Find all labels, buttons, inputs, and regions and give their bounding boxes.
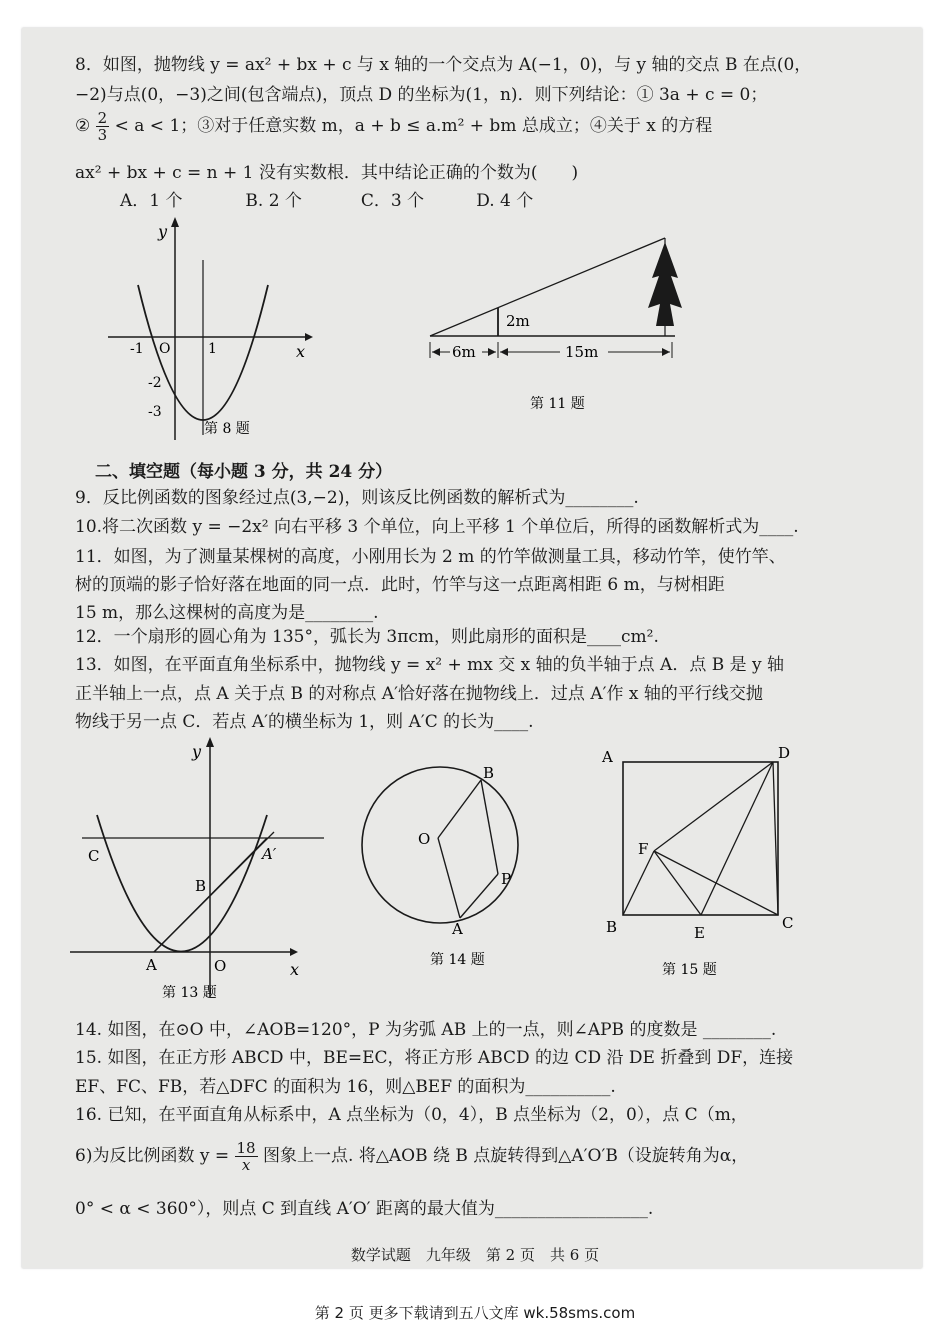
fig8-minus3: -3 [148,404,162,420]
q8-option-d: D. 4 个 [476,191,534,211]
q14: 14. 如图，在⊙O 中，∠AOB=120°，P 为劣弧 AB 上的一点，则∠APB 的度数是 ________. [75,1020,777,1040]
figure-8 [100,215,320,445]
q15-line1: 15. 如图，在正方形 ABCD 中，BE=EC，将正方形 ABCD 的边 CD 沿 DE 折叠到 DF，连接 [75,1048,794,1068]
page-footer: 数学试题 九年级 第 2 页 共 6 页 [350,1246,600,1264]
q13-line1: 13．如图，在平面直角坐标系中，抛物线 y = x² + mx 交 x 轴的负半轴于点 A．点 B 是 y 轴 [75,655,785,675]
fig15-caption: 第 15 题 [662,962,717,978]
q12: 12．一个扇形的圆心角为 135°，弧长为 3πcm，则此扇形的面积是____cm². [75,627,659,647]
fig15-point-c: C [782,914,794,932]
fig13-point-a-prime: A′ [262,845,277,863]
fig13-caption: 第 13 题 [162,985,217,1001]
q16-line2 [75,1140,748,1173]
fig11-distance-6m: 6m [452,343,476,361]
q16-line3: 0° < α < 360°），则点 C 到直线 A′O′ 距离的最大值为__________________. [75,1199,654,1219]
q8-circle-2: ② [75,116,91,136]
q8-fraction [96,110,110,143]
fig14-point-b: B [483,764,495,782]
q8-line1: 8．如图，抛物线 y = ax² + bx + c 与 x 轴的一个交点为 A(−1，0)，与 y 轴的交点 B 在点(0， [75,55,812,75]
fig11-pole-height: 2m [506,312,530,330]
fig13-origin: O [214,957,227,975]
fig14-point-a: A [452,920,463,938]
fig13-point-c: C [88,847,100,865]
q16-fraction [235,1140,258,1173]
q8-line3 [75,110,712,143]
q16-line2-pre: 6)为反比例函数 y = [75,1146,230,1166]
q16-line1: 16. 已知，在平面直角从标系中，A 点坐标为（0，4），B 点坐标为（2，0），点 C（m， [75,1105,748,1125]
q8-option-c: C．3 个 [360,191,425,211]
fig13-point-a: A [146,956,157,974]
fig8-x-label: x [296,342,306,361]
fig8-y-label: y [158,222,168,241]
q8-line4: ax² + bx + c = n + 1 没有实数根．其中结论正确的个数为( ) [75,163,579,183]
fig8-minus2: -2 [148,375,162,391]
fig14-caption: 第 14 题 [430,952,485,968]
q8-frac-num: 2 [97,109,108,127]
download-note: 第 2 页 更多下载请到五八文库 wk.58sms.com [314,1304,636,1322]
q10: 10.将二次函数 y = −2x² 向右平移 3 个单位，向上平移 1 个单位后，所得的函数解析式为____. [75,517,799,537]
fig13-y-label: y [192,742,202,761]
fig14-point-o: O [418,830,431,848]
section-2-heading: 二、填空题（每小题 3 分，共 24 分） [95,462,393,482]
fig8-one: 1 [208,341,217,357]
q15-line2: EF、FC、FB，若△DFC 的面积为 16，则△BEF 的面积为__________. [75,1077,616,1097]
q8-options [120,186,533,211]
fig15-point-a: A [602,748,613,766]
fig15-point-f: F [638,840,649,858]
q11-line1: 11．如图，为了测量某棵树的高度，小刚用长为 2 m 的竹竿做测量工具，移动竹竿，使竹竿、 [75,547,786,567]
figure-15 [598,742,818,982]
q8-frac-den: 3 [97,126,108,144]
figure-14 [350,760,530,970]
fig15-point-b: B [606,918,618,936]
q16-frac-den: x [241,1156,251,1174]
q16-line2-post: 图象上一点. 将△AOB 绕 B 点旋转得到△A′O′B（设旋转角为α， [263,1146,749,1166]
q13-line2: 正半轴上一点，点 A 关于点 B 的对称点 A′恰好落在抛物线上．过点 A′作 x 轴的平行线交抛 [75,684,763,704]
q8-line3-text: < a < 1；③对于任意实数 m，a + b ≤ a.m² + bm 总成立；④关于 x 的方程 [114,116,713,136]
fig8-caption: 第 8 题 [204,421,250,437]
fig13-x-label: x [290,960,300,979]
q13-line3: 物线于另一点 C．若点 A′的横坐标为 1，则 A′C 的长为____. [75,712,534,732]
fig11-distance-15m: 15m [565,343,599,361]
figure-13 [62,735,342,1005]
q11-line2: 树的顶端的影子恰好落在地面的同一点．此时，竹竿与这一点距离相距 6 m，与树相距 [75,575,725,595]
fig8-origin: O [159,341,171,357]
q8-option-a: A．1 个 [120,191,183,211]
figure-11 [420,230,700,415]
q8-line2: −2)与点(0，−3)之间(包含端点)，顶点 D 的坐标为(1，n)．则下列结论：① 3a + c = 0； [75,85,768,105]
fig8-minus1: -1 [130,341,144,357]
q11-line3: 15 m，那么这棵树的高度为是________. [75,603,379,623]
q16-frac-num: 18 [236,1139,256,1157]
fig11-caption: 第 11 题 [530,396,585,412]
fig13-point-b: B [195,877,207,895]
q8-option-b: B. 2 个 [245,191,302,211]
fig15-point-e: E [694,924,705,942]
fig15-point-d: D [778,744,791,762]
q9: 9．反比例函数的图象经过点(3,−2)，则该反比例函数的解析式为________. [75,488,639,508]
fig14-point-p: P [501,870,512,888]
